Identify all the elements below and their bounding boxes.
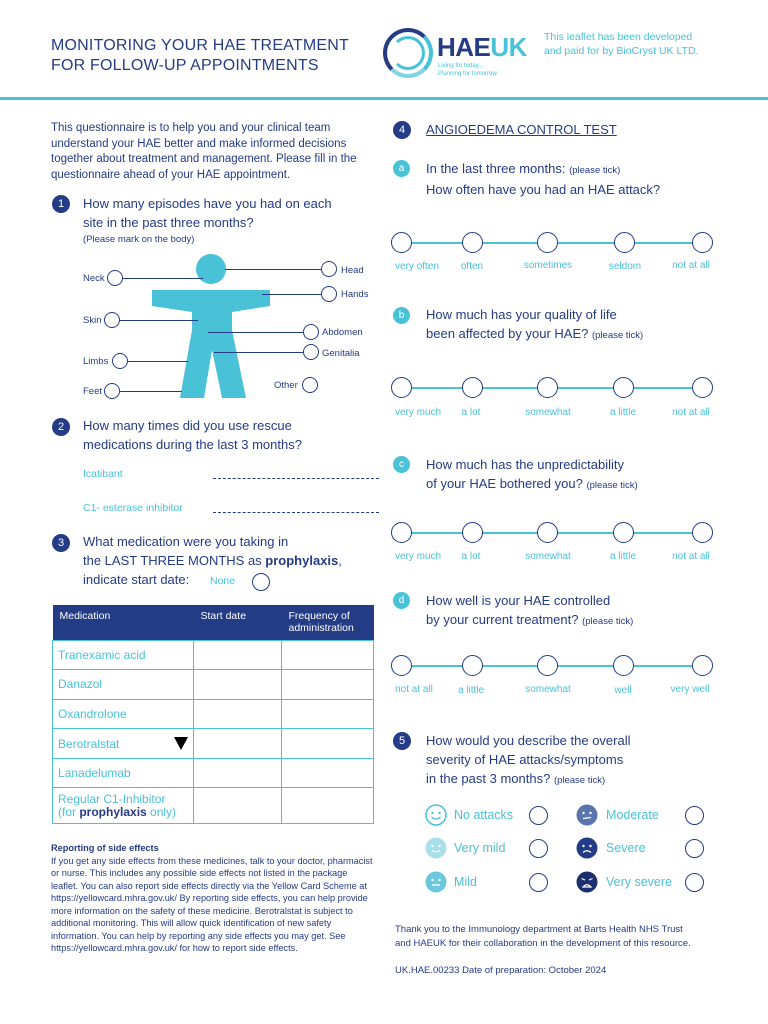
scale-4d-label: well xyxy=(614,685,632,696)
scale-4d-option-1[interactable] xyxy=(391,655,412,676)
page-title xyxy=(51,36,349,76)
question-5-text: How would you describe the overall severity of HAE attacks/symptoms in the past 3 months? (please tick) xyxy=(426,733,631,786)
medication-cell: Tranexamic acid xyxy=(53,640,194,670)
medication-cell: Lanadelumab xyxy=(53,758,194,788)
scale-4b-label: a lot xyxy=(461,407,481,418)
question-1-number: 1 xyxy=(52,195,70,213)
severity-option-very-severe[interactable] xyxy=(685,873,704,892)
site-circle-neck[interactable] xyxy=(107,270,123,286)
site-label-head: Head xyxy=(341,265,364,276)
question-4a-letter: a xyxy=(393,160,410,177)
c1-inhibitor-field[interactable] xyxy=(213,512,379,513)
question-4-number: 4 xyxy=(393,121,411,139)
site-line-neck xyxy=(123,278,203,279)
site-circle-head[interactable] xyxy=(321,261,337,277)
question-4-title: ANGIOEDEMA CONTROL TEST xyxy=(426,122,617,137)
title-line-1: MONITORING YOUR HAE TREATMENT xyxy=(51,37,349,54)
sponsor-note: This leaflet has been developed and paid for by BioCryst UK LTD. xyxy=(544,31,699,57)
site-line-hands xyxy=(262,294,321,295)
scale-4b-option-1[interactable] xyxy=(391,377,412,398)
site-circle-abdomen[interactable] xyxy=(303,324,319,340)
severe-face-icon xyxy=(576,837,598,859)
scale-4c-option-1[interactable] xyxy=(391,522,412,543)
site-label-other: Other xyxy=(274,380,298,391)
question-4b-text: How much has your quality of life been affected by your HAE? (please tick) xyxy=(426,307,644,341)
scale-4b-label: very much xyxy=(394,407,442,418)
triangle-down-icon xyxy=(174,737,188,750)
frequency-cell[interactable] xyxy=(282,788,374,824)
site-label-hands: Hands xyxy=(341,289,369,300)
severity-option-no-attacks[interactable] xyxy=(529,806,548,825)
scale-4c-option-5[interactable] xyxy=(692,522,713,543)
table-row xyxy=(53,699,374,729)
scale-4a-option-1[interactable] xyxy=(391,232,412,253)
scale-4d-option-2[interactable] xyxy=(462,655,483,676)
scale-4d-label: not at all xyxy=(395,684,433,695)
site-label-neck: Neck xyxy=(83,273,105,284)
severity-label: Very mild xyxy=(454,841,506,855)
scale-4a-option-4[interactable] xyxy=(614,232,635,253)
scale-4d-option-4[interactable] xyxy=(613,655,634,676)
site-label-abdomen: Abdomen xyxy=(322,327,363,338)
table-header-medication: Medication xyxy=(53,605,194,640)
question-3-number: 3 xyxy=(52,534,70,552)
haeuk-logo-inner-ring-icon xyxy=(391,36,425,70)
title-line-2: FOR FOLLOW-UP APPOINTMENTS xyxy=(51,57,319,74)
scale-4a-label: very often xyxy=(395,261,439,272)
intro-text: This questionnaire is to help you and your clinical team understand your HAE better and make informed decisions together about treatment and management. Please fill in the questionnaire ahead of your HAE appointment. xyxy=(51,122,357,181)
very-severe-face-icon xyxy=(576,871,598,893)
side-effects-section xyxy=(51,842,376,955)
table-header-row xyxy=(53,605,374,640)
table-row xyxy=(53,788,374,824)
body-figure-icon xyxy=(150,252,280,402)
site-label-feet: Feet xyxy=(83,386,103,397)
medication-cell: Regular C1-Inhibitor (for prophylaxis only) xyxy=(53,788,194,824)
question-2-text: How many times did you use rescue medications during the last 3 months? xyxy=(83,418,302,452)
scale-4c-label: somewhat xyxy=(525,551,571,562)
table-header-frequency: Frequency of administration xyxy=(282,605,374,640)
table-row xyxy=(53,670,374,700)
site-circle-hands[interactable] xyxy=(321,286,337,302)
reference-code: UK.HAE.00233 Date of preparation: October 2024 xyxy=(395,965,607,976)
side-effects-title: Reporting of side effects xyxy=(51,843,159,853)
question-2-number: 2 xyxy=(52,418,70,436)
scale-4c-label: a little xyxy=(609,551,637,562)
severity-label: Moderate xyxy=(606,808,659,822)
side-effects-body: If you get any side effects from these medicines, talk to your doctor, pharmacist or nurse. This includes any possible side effects not listed in the package leaflet. You can also report side effects directly via the Yellow Card Scheme at https://yellowcard.mhra.gov.uk/ By reporting side effects, you can help provide more information on the safety of these medicine. Berotralstat is subject to additional monitoring. This will allow quick identification of new safety information. You can help by reporting any side effects you may get. See https://yellowcard.mhra.gov.uk/ for how to report side effects. xyxy=(51,855,373,953)
medication-table xyxy=(52,605,374,824)
site-circle-other[interactable] xyxy=(302,377,318,393)
severity-option-severe[interactable] xyxy=(685,839,704,858)
scale-4c-option-2[interactable] xyxy=(462,522,483,543)
moderate-face-icon xyxy=(576,804,598,826)
site-circle-genitalia[interactable] xyxy=(303,344,319,360)
scale-4b-option-3[interactable] xyxy=(537,377,558,398)
severity-label: Mild xyxy=(454,875,477,889)
site-line-feet xyxy=(120,391,182,392)
scale-4c-label: a lot xyxy=(461,551,481,562)
icatibant-label: Icatibant xyxy=(83,468,123,480)
none-label: None xyxy=(210,575,236,587)
start-date-cell[interactable] xyxy=(194,758,282,788)
table-row xyxy=(53,640,374,670)
site-circle-skin[interactable] xyxy=(104,312,120,328)
no-attacks-face-icon xyxy=(425,804,447,826)
site-line-limbs xyxy=(128,361,188,362)
scale-4d-label: somewhat xyxy=(525,684,571,695)
frequency-cell[interactable] xyxy=(282,640,374,670)
scale-4d-label: a little xyxy=(457,685,485,696)
scale-4d-option-3[interactable] xyxy=(537,655,558,676)
site-line-genitalia xyxy=(214,352,303,353)
acknowledgement: Thank you to the Immunology department at Barts Health NHS Trust and HAEUK for their collaboration in the development of this resource. xyxy=(395,924,691,949)
site-label-skin: Skin xyxy=(83,315,102,326)
start-date-cell[interactable] xyxy=(194,788,282,824)
very-mild-face-icon xyxy=(425,837,447,859)
scale-4d-option-5[interactable] xyxy=(692,655,713,676)
scale-4a-option-5[interactable] xyxy=(692,232,713,253)
scale-4a-option-2[interactable] xyxy=(462,232,483,253)
question-3-text: What medication were you taking in the LAST THREE MONTHS as prophylaxis, indicate start date: xyxy=(83,534,342,587)
question-4b-letter: b xyxy=(393,307,410,324)
scale-4a-label: seldom xyxy=(608,261,642,272)
scale-4b-option-2[interactable] xyxy=(462,377,483,398)
table-row xyxy=(53,729,374,759)
frequency-cell[interactable] xyxy=(282,758,374,788)
question-1-note: (Please mark on the body) xyxy=(83,234,195,245)
medication-cell: Oxandrolone xyxy=(53,699,194,729)
scale-4b-label: not at all xyxy=(672,407,710,418)
question-1-text: How many episodes have you had on each site in the past three months? xyxy=(83,196,332,230)
medication-cell: Berotralstat xyxy=(53,729,194,759)
mild-face-icon xyxy=(425,871,447,893)
scale-4a-label: not at all xyxy=(672,260,710,271)
scale-4c-label: very much xyxy=(394,551,442,562)
haeuk-logo: HAEUK xyxy=(437,32,527,62)
scale-4c-option-3[interactable] xyxy=(537,522,558,543)
severity-label: Severe xyxy=(606,841,646,855)
severity-label: Very severe xyxy=(606,875,673,889)
scale-4c-option-4[interactable] xyxy=(613,522,634,543)
site-label-genitalia: Genitalia xyxy=(322,348,360,359)
severity-label: No attacks xyxy=(454,808,514,822)
scale-4a-label: often xyxy=(460,261,484,272)
site-line-abdomen xyxy=(208,332,304,333)
scale-4a-option-3[interactable] xyxy=(537,232,558,253)
site-label-limbs: Limbs xyxy=(83,356,109,367)
start-date-cell[interactable] xyxy=(194,699,282,729)
scale-4c-label: not at all xyxy=(672,551,710,562)
question-4d-letter: d xyxy=(393,592,410,609)
start-date-cell[interactable] xyxy=(194,670,282,700)
site-line-skin xyxy=(120,320,198,321)
c1-inhibitor-label: C1- esterase inhibitor xyxy=(83,502,183,514)
question-4a-text: In the last three months: (please tick) How often have you had an HAE attack? xyxy=(426,161,661,197)
severity-option-mild[interactable] xyxy=(529,873,548,892)
question-4c-letter: c xyxy=(393,456,410,473)
start-date-cell[interactable] xyxy=(194,729,282,759)
scale-4b-option-4[interactable] xyxy=(613,377,634,398)
site-circle-feet[interactable] xyxy=(104,383,120,399)
frequency-cell[interactable] xyxy=(282,670,374,700)
table-row xyxy=(53,758,374,788)
site-circle-limbs[interactable] xyxy=(112,353,128,369)
logo-tagline: Living for today... Planning for tomorrow. xyxy=(438,63,499,77)
scale-4b-label: a little xyxy=(609,407,637,418)
none-checkbox[interactable] xyxy=(252,573,270,591)
header-divider xyxy=(0,97,768,100)
severity-option-moderate[interactable] xyxy=(685,806,704,825)
scale-4a-label: sometimes xyxy=(523,260,573,271)
frequency-cell[interactable] xyxy=(282,729,374,759)
site-line-head xyxy=(225,269,321,270)
question-4c-text: How much has the unpredictability of your HAE bothered you? (please tick) xyxy=(426,457,638,491)
table-header-start-date: Start date xyxy=(194,605,282,640)
medication-cell: Danazol xyxy=(53,670,194,700)
scale-4d-label: very well xyxy=(670,684,710,695)
icatibant-field[interactable] xyxy=(213,478,379,479)
frequency-cell[interactable] xyxy=(282,699,374,729)
severity-option-very-mild[interactable] xyxy=(529,839,548,858)
question-5-number: 5 xyxy=(393,732,411,750)
start-date-cell[interactable] xyxy=(194,640,282,670)
scale-4b-label: somewhat xyxy=(525,407,571,418)
scale-4b-option-5[interactable] xyxy=(692,377,713,398)
question-4d-text: How well is your HAE controlled by your current treatment? (please tick) xyxy=(426,593,634,627)
